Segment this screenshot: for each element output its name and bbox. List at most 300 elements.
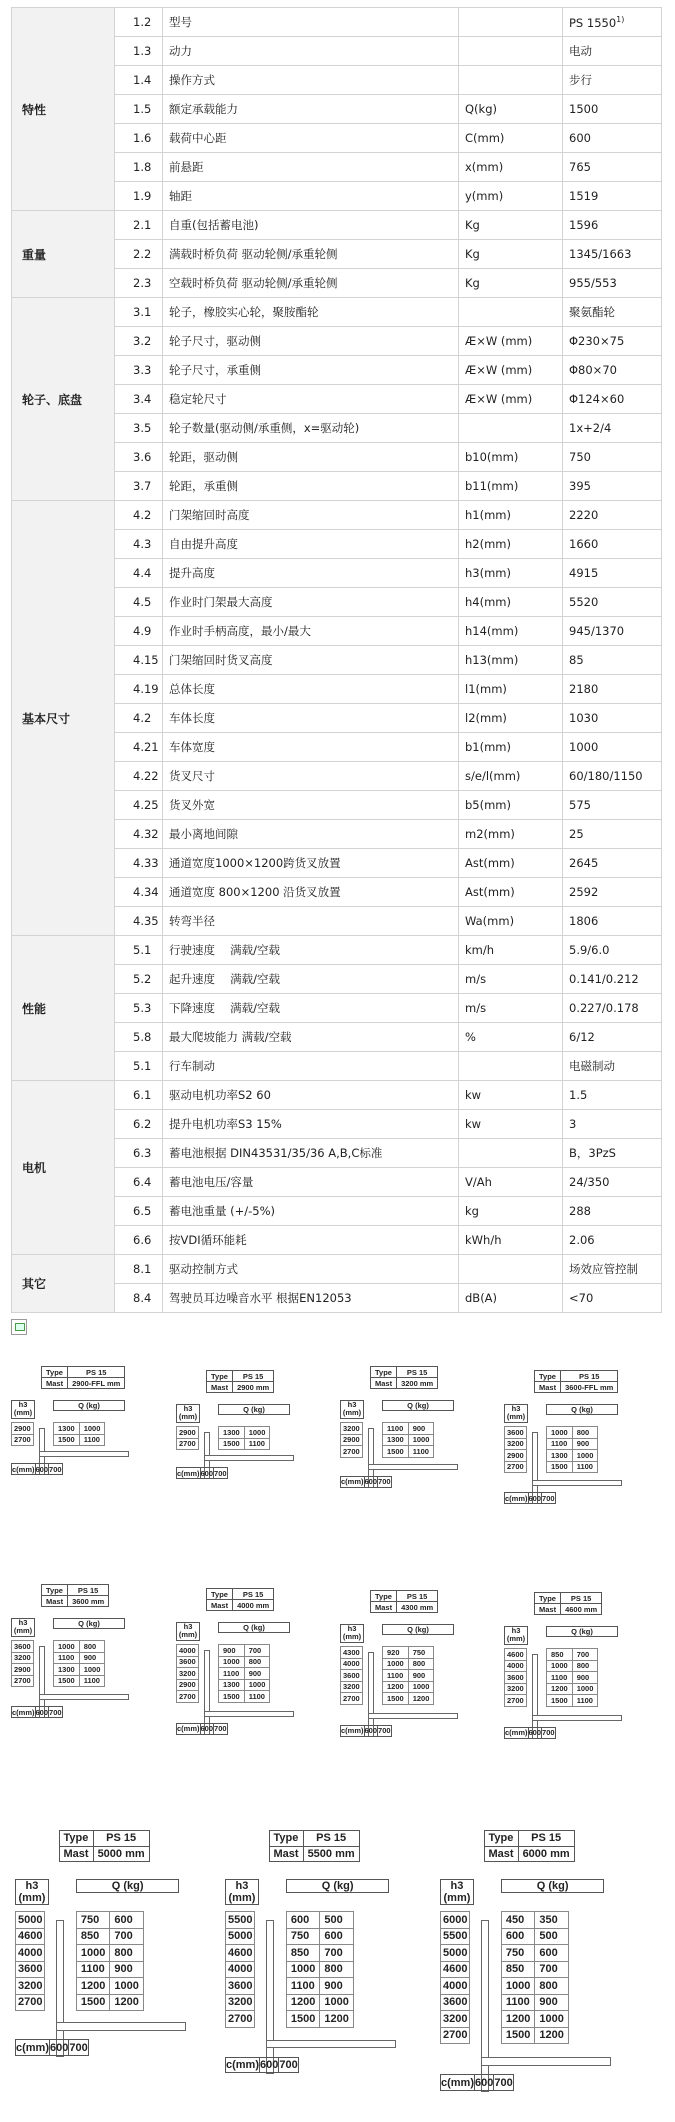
fork-blade <box>204 1455 294 1461</box>
spec-value: 1030 <box>563 704 662 733</box>
q-row <box>547 1649 598 1661</box>
q-row <box>76 1994 143 2011</box>
broken-image-icon <box>11 1319 27 1335</box>
h3-row <box>12 1652 34 1664</box>
spec-no: 3.3 <box>115 356 163 385</box>
q-value: 800 <box>572 1427 598 1439</box>
h3-row <box>177 1656 199 1668</box>
spec-unit <box>459 37 563 66</box>
q-row <box>76 1978 143 1995</box>
c-table <box>340 1725 392 1737</box>
spec-item-name: 作业时门架最大高度 <box>163 588 459 617</box>
q-value: 1200 <box>535 2027 568 2044</box>
q-row <box>219 1645 270 1657</box>
q-row <box>219 1691 270 1703</box>
spec-unit: h14(mm) <box>459 617 563 646</box>
q-value: 1000 <box>501 1978 534 1995</box>
type-label: Type <box>484 1831 518 1847</box>
spec-no: 1.2 <box>115 8 163 37</box>
q-value: 750 <box>501 1945 534 1962</box>
q-row <box>219 1656 270 1668</box>
c-label: c(mm) <box>16 2041 50 2054</box>
spec-unit: Wa(mm) <box>459 907 563 936</box>
spec-unit: m/s <box>459 965 563 994</box>
mast-row <box>535 1604 602 1615</box>
spec-no: 6.1 <box>115 1081 163 1110</box>
spec-row <box>12 1255 662 1284</box>
spec-category: 轮子、底盘 <box>12 298 115 501</box>
spec-item-name: 提升高度 <box>163 559 459 588</box>
q-value: 700 <box>110 1928 143 1945</box>
h3-label: h3 (mm) <box>11 1400 35 1419</box>
spec-no: 8.1 <box>115 1255 163 1284</box>
c-label: c(mm) <box>341 1477 364 1486</box>
q-value: 1300 <box>219 1679 245 1691</box>
h3-value: 3200 <box>341 1681 363 1693</box>
spec-category: 特性 <box>12 8 115 211</box>
c-value: 700 <box>69 2041 88 2054</box>
c-table <box>176 1723 228 1735</box>
q-value: 1500 <box>383 1693 409 1705</box>
h3-row <box>505 1695 527 1707</box>
spec-no: 3.5 <box>115 414 163 443</box>
q-value: 1100 <box>572 1461 598 1473</box>
type-label: Type <box>207 1371 233 1382</box>
q-value: 1200 <box>76 1978 109 1995</box>
q-value-grid <box>218 1644 270 1703</box>
spec-item-name: 稳定轮尺寸 <box>163 385 459 414</box>
spec-value: 2180 <box>563 675 662 704</box>
spec-value: 5520 <box>563 588 662 617</box>
spec-unit: l2(mm) <box>459 704 563 733</box>
fork-blade <box>56 2022 187 2031</box>
q-value: 800 <box>79 1641 105 1653</box>
q-row <box>219 1438 270 1450</box>
spec-item-name: 总体长度 <box>163 675 459 704</box>
fork-upright <box>266 1920 275 2074</box>
type-value: PS 15 <box>397 1591 438 1602</box>
q-row <box>76 1912 143 1929</box>
type-label: Type <box>535 1593 561 1604</box>
q-value: 450 <box>501 1912 534 1929</box>
spec-item-name: 自由提升高度 <box>163 530 459 559</box>
h3-value: 2700 <box>177 1438 199 1450</box>
c-value: 700 <box>49 1707 62 1717</box>
c-row <box>341 1725 392 1736</box>
h3-value: 3600 <box>16 1961 45 1978</box>
h3-value-grid <box>11 1422 34 1446</box>
q-value: 800 <box>535 1978 568 1995</box>
q-value: 700 <box>320 1945 353 1962</box>
spec-category: 性能 <box>12 936 115 1081</box>
h3-value: 3600 <box>177 1656 199 1668</box>
spec-value: 955/553 <box>563 269 662 298</box>
spec-item-name: 最小离地间隙 <box>163 820 459 849</box>
q-value-grid <box>382 1646 434 1705</box>
h3-label: h3 (mm) <box>504 1404 528 1423</box>
q-value: 1200 <box>110 1994 143 2011</box>
type-mast-table <box>59 1830 150 1862</box>
h3-value-grid <box>225 1911 255 2028</box>
spec-value: Φ80×70 <box>563 356 662 385</box>
c-value: 600 <box>364 1477 378 1486</box>
mast-row <box>207 1600 274 1611</box>
spec-no: 4.34 <box>115 878 163 907</box>
q-value: 1300 <box>54 1423 80 1435</box>
spec-item-name: 载荷中心距 <box>163 124 459 153</box>
spec-value: 0.227/0.178 <box>563 994 662 1023</box>
q-value: 1100 <box>501 1994 534 2011</box>
q-value: 1000 <box>408 1681 434 1693</box>
spec-unit: % <box>459 1023 563 1052</box>
h3-row <box>441 2011 470 2028</box>
c-row <box>177 1468 228 1479</box>
spec-no: 4.2 <box>115 704 163 733</box>
type-row <box>371 1367 438 1378</box>
c-table <box>11 1706 63 1718</box>
h3-value: 3600 <box>12 1641 34 1653</box>
spec-item-name: 空载时桥负荷 驱动轮侧/承重轮侧 <box>163 269 459 298</box>
spec-unit: V/Ah <box>459 1168 563 1197</box>
q-value: 1500 <box>54 1675 80 1687</box>
q-value: 1000 <box>79 1423 105 1435</box>
spec-item-name: 行车制动 <box>163 1052 459 1081</box>
h3-row <box>177 1691 199 1703</box>
spec-no: 5.3 <box>115 994 163 1023</box>
fork-blade <box>39 1451 129 1457</box>
q-value-grid <box>76 1911 144 2011</box>
spec-no: 6.4 <box>115 1168 163 1197</box>
h3-row <box>226 1978 255 1995</box>
q-value: 1500 <box>383 1446 409 1458</box>
spec-value: 6/12 <box>563 1023 662 1052</box>
spec-value: 945/1370 <box>563 617 662 646</box>
h3-value: 4600 <box>16 1928 45 1945</box>
spec-item-name: 轮子数量(驱动侧/承重侧，x=驱动轮) <box>163 414 459 443</box>
spec-no: 4.35 <box>115 907 163 936</box>
q-value: 1000 <box>383 1658 409 1670</box>
mast-label: Mast <box>207 1382 233 1393</box>
q-value-grid <box>218 1426 270 1450</box>
h3-value: 4000 <box>441 1978 470 1995</box>
h3-value: 4000 <box>226 1961 255 1978</box>
spec-value: 1.5 <box>563 1081 662 1110</box>
spec-item-name: 下降速度 满载/空载 <box>163 994 459 1023</box>
q-value: 1500 <box>501 2027 534 2044</box>
spec-no: 5.8 <box>115 1023 163 1052</box>
spec-value: 1500 <box>563 95 662 124</box>
h3-row <box>12 1641 34 1653</box>
c-table <box>340 1476 392 1488</box>
h3-row <box>441 1961 470 1978</box>
spec-unit: Æ×W (mm) <box>459 385 563 414</box>
spec-value: 2645 <box>563 849 662 878</box>
h3-row <box>505 1683 527 1695</box>
type-row <box>207 1589 274 1600</box>
spec-unit: kg <box>459 1197 563 1226</box>
mast-label: Mast <box>42 1378 68 1389</box>
q-value: 850 <box>76 1928 109 1945</box>
h3-row <box>441 1978 470 1995</box>
spec-unit: kw <box>459 1110 563 1139</box>
q-row <box>383 1423 434 1435</box>
h3-value: 2900 <box>12 1423 34 1435</box>
mast-row <box>371 1378 438 1389</box>
spec-no: 6.6 <box>115 1226 163 1255</box>
spec-category: 基本尺寸 <box>12 501 115 936</box>
spec-category: 其它 <box>12 1255 115 1313</box>
type-value: PS 15 <box>397 1367 438 1378</box>
q-row <box>286 2011 353 2028</box>
q-value: 600 <box>286 1912 319 1929</box>
h3-row <box>505 1649 527 1661</box>
spec-value: Φ230×75 <box>563 327 662 356</box>
q-label: Q (kg) <box>286 1879 390 1893</box>
q-value: 1000 <box>286 1961 319 1978</box>
h3-row <box>341 1693 363 1705</box>
h3-value: 2700 <box>505 1461 527 1473</box>
q-row <box>547 1427 598 1439</box>
q-value: 700 <box>535 1961 568 1978</box>
spec-unit <box>459 1052 563 1081</box>
q-row <box>547 1461 598 1473</box>
q-value: 920 <box>383 1647 409 1659</box>
spec-item-name: 门架缩回时货叉高度 <box>163 646 459 675</box>
type-mast-table <box>370 1366 438 1389</box>
type-mast-table <box>41 1366 125 1389</box>
q-row <box>286 1912 353 1929</box>
h3-row <box>505 1660 527 1672</box>
spec-value: 电动 <box>563 37 662 66</box>
fork-upright <box>56 1920 65 2057</box>
h3-row <box>177 1668 199 1680</box>
spec-item-name: 轮子尺寸，承重侧 <box>163 356 459 385</box>
q-value: 600 <box>110 1912 143 1929</box>
spec-value: 24/350 <box>563 1168 662 1197</box>
h3-row <box>177 1679 199 1691</box>
q-value: 800 <box>572 1660 598 1672</box>
fork-blade <box>266 2040 397 2049</box>
mast-label: Mast <box>371 1378 397 1389</box>
spec-value: 4915 <box>563 559 662 588</box>
q-label: Q (kg) <box>53 1618 125 1629</box>
mast-value: 6000 mm <box>518 1846 574 1862</box>
spec-value: <70 <box>563 1284 662 1313</box>
spec-item-name: 轮子，橡胶实心轮，聚胺酯轮 <box>163 298 459 327</box>
spec-value: 750 <box>563 443 662 472</box>
c-value: 600 <box>35 1707 49 1717</box>
q-row <box>501 1978 568 1995</box>
spec-unit: Kg <box>459 269 563 298</box>
c-table <box>504 1492 556 1504</box>
q-value-grid <box>546 1648 598 1707</box>
spec-item-name: 型号 <box>163 8 459 37</box>
q-row <box>383 1681 434 1693</box>
spec-no: 4.19 <box>115 675 163 704</box>
q-row <box>219 1679 270 1691</box>
c-value: 700 <box>214 1724 227 1733</box>
spec-no: 2.2 <box>115 240 163 269</box>
q-value: 1100 <box>286 1978 319 1995</box>
h3-label: h3 (mm) <box>504 1626 528 1645</box>
spec-unit: Kg <box>459 240 563 269</box>
c-table <box>504 1727 556 1739</box>
h3-value: 6000 <box>441 1912 470 1929</box>
q-row <box>54 1423 105 1435</box>
spec-unit: b10(mm) <box>459 443 563 472</box>
type-row <box>59 1831 149 1847</box>
q-row <box>383 1647 434 1659</box>
spec-no: 4.21 <box>115 733 163 762</box>
h3-value-grid <box>15 1911 45 2011</box>
h3-value: 3200 <box>16 1978 45 1995</box>
spec-value: 1000 <box>563 733 662 762</box>
spec-item-name: 转弯半径 <box>163 907 459 936</box>
type-row <box>269 1831 359 1847</box>
c-label: c(mm) <box>226 2059 260 2072</box>
h3-row <box>441 1912 470 1929</box>
q-value: 1500 <box>286 2011 319 2028</box>
q-value: 1100 <box>54 1652 80 1664</box>
type-row <box>42 1585 109 1596</box>
mast-value: 5500 mm <box>303 1846 359 1862</box>
spec-value: 1660 <box>563 530 662 559</box>
c-value: 700 <box>279 2059 298 2072</box>
mast-value: 4300 mm <box>397 1602 438 1613</box>
h3-row <box>16 1912 45 1929</box>
q-row <box>501 2011 568 2028</box>
c-label: c(mm) <box>341 1726 364 1735</box>
spec-unit: h2(mm) <box>459 530 563 559</box>
q-value: 600 <box>320 1928 353 1945</box>
q-value: 900 <box>219 1645 245 1657</box>
h3-label: h3 (mm) <box>176 1622 200 1641</box>
spec-row <box>12 936 662 965</box>
type-value: PS 15 <box>68 1585 109 1596</box>
spec-item-name: 货叉外宽 <box>163 791 459 820</box>
h3-value-grid <box>440 1911 470 2044</box>
q-value: 350 <box>535 1912 568 1929</box>
spec-value: 2.06 <box>563 1226 662 1255</box>
spec-no: 4.9 <box>115 617 163 646</box>
spec-item-name: 蓄电池重量 (+/-5%) <box>163 1197 459 1226</box>
spec-unit: m2(mm) <box>459 820 563 849</box>
h3-row <box>177 1438 199 1450</box>
spec-unit: Q(kg) <box>459 95 563 124</box>
h3-row <box>16 1928 45 1945</box>
h3-row <box>226 1994 255 2011</box>
q-value: 1000 <box>219 1656 245 1668</box>
spec-unit: Æ×W (mm) <box>459 356 563 385</box>
h3-value: 2700 <box>177 1691 199 1703</box>
h3-value: 4600 <box>441 1961 470 1978</box>
c-value: 600 <box>200 1724 214 1733</box>
type-label: Type <box>59 1831 93 1847</box>
spec-no: 4.32 <box>115 820 163 849</box>
spec-item-name: 提升电机功率S3 15% <box>163 1110 459 1139</box>
spec-item-name: 轮距，承重侧 <box>163 472 459 501</box>
type-mast-table <box>41 1584 109 1607</box>
type-mast-table <box>206 1588 274 1611</box>
h3-value: 4000 <box>16 1945 45 1962</box>
mast-label: Mast <box>484 1846 518 1862</box>
spec-no: 5.1 <box>115 936 163 965</box>
h3-value: 2700 <box>12 1675 34 1687</box>
c-row <box>441 2075 514 2091</box>
q-value: 1300 <box>547 1450 573 1462</box>
h3-row <box>16 1994 45 2011</box>
q-value: 1300 <box>219 1427 245 1439</box>
q-value: 1000 <box>79 1664 105 1676</box>
q-value: 1100 <box>572 1695 598 1707</box>
q-row <box>547 1438 598 1450</box>
q-label: Q (kg) <box>53 1400 125 1411</box>
spec-unit: h3(mm) <box>459 559 563 588</box>
spec-item-name: 自重(包括蓄电池) <box>163 211 459 240</box>
q-value: 900 <box>79 1652 105 1664</box>
q-value: 900 <box>408 1670 434 1682</box>
h3-value: 3200 <box>177 1668 199 1680</box>
spec-item-name: 驱动电机功率S2 60 <box>163 1081 459 1110</box>
h3-value: 4000 <box>505 1660 527 1672</box>
type-label: Type <box>535 1371 561 1382</box>
spec-item-name: 动力 <box>163 37 459 66</box>
spec-no: 6.5 <box>115 1197 163 1226</box>
q-row <box>501 1945 568 1962</box>
h3-value: 2700 <box>341 1693 363 1705</box>
spec-value: 2220 <box>563 501 662 530</box>
mast-row <box>371 1602 438 1613</box>
h3-label: h3 (mm) <box>11 1618 35 1637</box>
spec-no: 4.3 <box>115 530 163 559</box>
spec-unit: kw <box>459 1081 563 1110</box>
c-table <box>176 1467 228 1479</box>
h3-row <box>341 1446 363 1458</box>
q-value: 1000 <box>244 1679 270 1691</box>
q-row <box>383 1446 434 1458</box>
spec-no: 1.9 <box>115 182 163 211</box>
spec-row <box>12 1081 662 1110</box>
q-value: 1100 <box>79 1675 105 1687</box>
c-value: 700 <box>542 1493 555 1503</box>
spec-unit <box>459 414 563 443</box>
h3-value: 5000 <box>441 1945 470 1962</box>
h3-value: 2700 <box>505 1695 527 1707</box>
q-value: 600 <box>535 1945 568 1962</box>
h3-row <box>12 1664 34 1676</box>
type-mast-table <box>370 1590 438 1613</box>
h3-label: h3 (mm) <box>15 1879 49 1905</box>
spec-no: 3.1 <box>115 298 163 327</box>
spec-item-name: 轴距 <box>163 182 459 211</box>
spec-item-name: 满载时桥负荷 驱动轮侧/承重轮侧 <box>163 240 459 269</box>
q-row <box>547 1683 598 1695</box>
spec-unit: Ast(mm) <box>459 878 563 907</box>
q-value: 750 <box>408 1647 434 1659</box>
c-value: 600 <box>50 2041 69 2054</box>
q-row <box>501 1912 568 1929</box>
c-row <box>177 1723 228 1734</box>
mast-row <box>484 1846 574 1862</box>
q-label: Q (kg) <box>382 1624 454 1635</box>
q-value: 1200 <box>286 1994 319 2011</box>
spec-value: 765 <box>563 153 662 182</box>
h3-value: 3600 <box>226 1978 255 1995</box>
spec-value: 1345/1663 <box>563 240 662 269</box>
spec-value: 步行 <box>563 66 662 95</box>
q-value: 800 <box>244 1656 270 1668</box>
h3-value: 3200 <box>441 2011 470 2028</box>
